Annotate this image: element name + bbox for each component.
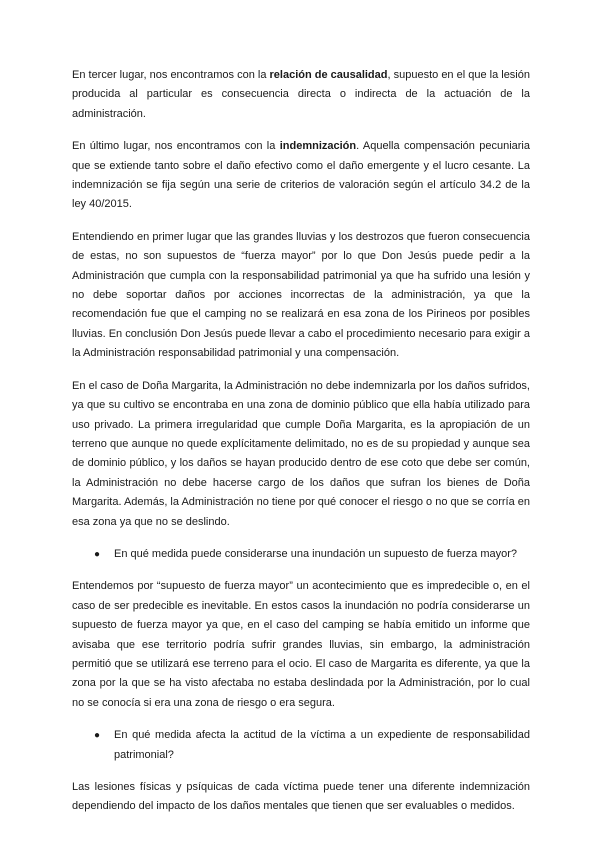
bold-term-relacion-causalidad: relación de causalidad — [269, 69, 388, 81]
bold-term-indemnizacion: indemnización — [279, 140, 357, 153]
paragraph-don-jesus: Entendiendo en primer lugar que las grandes lluvias y los destrozos que fueron consecuencia de estas, no son supuestos de “fuerza mayor” por lo que Don Jesús puede pedir a la Administración que cumpla con la responsabilidad patrimonial ya que ha sufrido una lesión y no debe soportar daños por acciones incorrectas de la administración, ya que la recomendación fue que el camping no se realizará en esa zona de los Pirineos por posibles lluvias. En conclusión Don Jesús puede llevar a cabo el procedimiento necesario para exigir a la Administración responsabilidad patrimonial y una compensación. — [72, 230, 530, 360]
paragraph-text: En último lugar, nos encontramos con la — [72, 140, 280, 153]
paragraph-fuerza-mayor: Entendemos por “supuesto de fuerza mayor” un acontecimiento que es impredecible o, en el caso de ser predecible es inevitable. En estos casos la inundación no podría considerarse un supuesto de fuerza mayor ya que, en el caso del camping se había emitido un informe que avisaba que ese territorio podría sufrir grandes lluvias, sin embargo, la administración permitió que se utilizará ese terreno para el ocio. El caso de Margarita es diferente, ya que la zona por la que se ha visto afectaba no estaba deslindada por la Administración, por lo cual no se conocía si era una zona de riesgo o era segura. — [72, 580, 530, 709]
bullet-icon: ● — [94, 548, 101, 560]
paragraph-relacion-causalidad — [72, 66, 530, 124]
bullet-text: En qué medida puede considerarse una inundación un supuesto de fuerza mayor? — [114, 547, 517, 560]
bullet-icon: ● — [94, 730, 101, 742]
bullet-text: En qué medida afecta la actitud de la víctima a un expediente de responsabilidad patrimonial? — [114, 729, 530, 761]
bullet-question-fuerza-mayor — [72, 545, 530, 564]
paragraph-indemnizacion — [72, 137, 530, 215]
paragraph-text: , supuesto en el que la lesión producida al particular es consecuencia directa o indirecta de la actuación de la administración. — [72, 69, 530, 120]
paragraph-dona-margarita: En el caso de Doña Margarita, la Administración no debe indemnizarla por los daños sufridos, ya que su cultivo se encontraba en una zona de dominio público que ella había utilizado para uso privado. La primera irregularidad que cumple Doña Margarita, es la apropiación de un terreno que aunque no quede explícitamente delimitado, no es de su propiedad y aunque sea de dominio público, y los daños se hayan producido dentro de ese coto que debe ser común, la Administración no debe hacerse cargo de los daños que sufran los bienes de Doña Margarita. Además, la Administración no tiene por qué conocer el riesgo o no que se corría en esa zona ya que no se deslindo. — [72, 379, 530, 528]
bullet-question-actitud-victima — [72, 726, 530, 765]
paragraph-lesiones: Las lesiones físicas y psíquicas de cada víctima puede tener una diferente indemnización dependiendo del impacto de los daños mentales que tienen que ser evaluables o medidos. — [72, 781, 530, 813]
document-body — [72, 66, 530, 830]
paragraph-text: . Aquella compensación pecuniaria que se extiende tanto sobre el daño efectivo como el daño emergente y el lucro cesante. La indemnización se fija según una serie de criterios de valoración según el artículo 34.2 de la ley 40/2015. — [72, 140, 530, 211]
paragraph-text: En tercer lugar, nos encontramos con la — [72, 69, 270, 81]
